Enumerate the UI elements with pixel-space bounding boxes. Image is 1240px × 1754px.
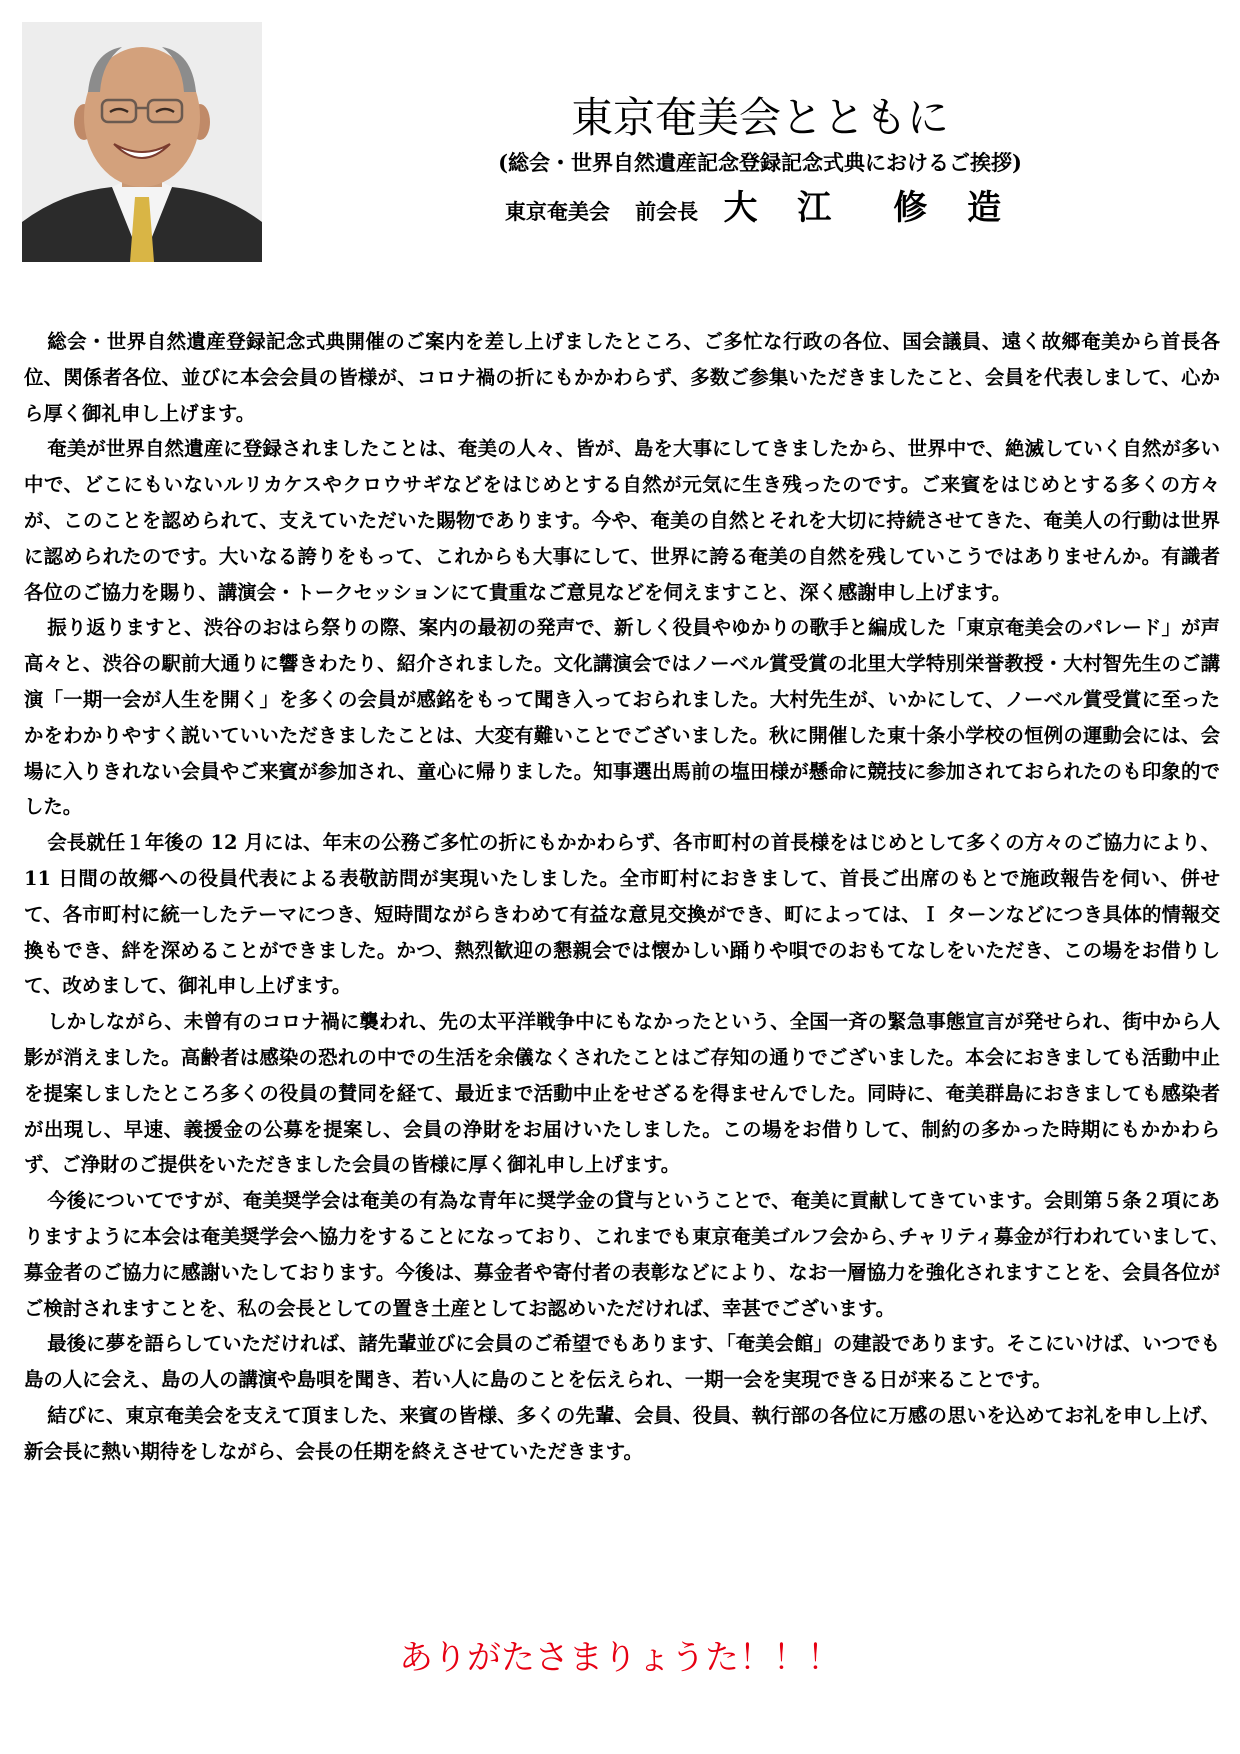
paragraph: 会長就任１年後の 12 月には、年末の公務ご多忙の折にもかかわらず、各市町村の首長様をはじめとして多くの方々のご協力により、11 日間の故郷への役員代表による表敬訪問が実現いたしました。全市町村におきまして、首長ご出席のもとで施政報告を伺い、併せて、各市町村に統一したテーマにつき、短時間ながらきわめて有益な意見交換ができ、町によっては、Ｉ ターンなどにつき具体的情報交換もでき、絆を深めることができました。かつ、熱烈歓迎の懇親会では懐かしい踊りや唄でのおもてなしをいただき、この場をお借りして、改めまして、御礼申し上げます。 [24, 831, 1220, 998]
paragraph: 奄美が世界自然遺産に登録されましたことは、奄美の人々、皆が、島を大事にしてきましたから、世界中で、絶滅していく自然が多い中で、どこにもいないルリカケスやクロウサギなどをはじめとする自然が元気に生き残ったのです。ご来賓をはじめとする多くの方々が、このことを認められて、支えていただいた賜物であります。今や、奄美の自然とそれを大切に持続させてきた、奄美人の行動は世界に認められたのです。大いなる誇りをもって、これからも大事にして、世界に誇る奄美の自然を残していこうではありませんか。有識者各位のご協力を賜り、講演会・トークセッションにて貴重なご意見などを伺えますこと、深く感謝申し上げます。 [24, 437, 1220, 604]
paragraph: 振り返りますと、渋谷のおはら祭りの際、案内の最初の発声で、新しく役員やゆかりの歌手と編成した「東京奄美会のパレード」が声高々と、渋谷の駅前大通りに響きわたり、紹介されました。文化講演会ではノーベル賞受賞の北里大学特別栄誉教授・大村智先生のご講演「一期一会が人生を開く」を多くの会員が感銘をもって聞き入っておられました。大村先生が、いかにして、ノーベル賞受賞に至ったかをわかりやすく説いていいただきましたことは、大変有難いことでございました。秋に開催した東十条小学校の恒例の運動会には、会場に入りきれない会員やご来賓が参加され、童心に帰りました。知事選出馬前の塩田様が懸命に競技に参加されておられたのも印象的でした。 [24, 616, 1220, 819]
paragraph: しかしながら、未曾有のコロナ禍に襲われ、先の太平洋戦争中にもなかったという、全国一斉の緊急事態宣言が発せられ、街中から人影が消えました。高齢者は感染の恐れの中での生活を余儀なくされたことはご存知の通りでございました。本会におきましても活動中止を提案しましたところ多くの役員の賛同を経て、最近まで活動中止をせざるを得ませんでした。同時に、奄美群島におきましても感染者が出現し、早速、義援金の公募を提案し、会員の浄財をお届けいたしました。この場をお借りして、制約の多かった時期にもかかわらず、ご浄財のご提供をいただきました会員の皆様に厚く御礼申し上げます。 [24, 1010, 1220, 1177]
paragraph: 結びに、東京奄美会を支えて頂ました、来賓の皆様、多くの先輩、会員、役員、執行部の各位に万感の思いを込めてお礼を申し上げ、新会長に熱い期待をしながら、会長の任期を終えさせていただきます。 [24, 1403, 1220, 1463]
page-subtitle: (総会・世界自然遺産記念登録記念式典におけるご挨拶) [498, 150, 1022, 175]
speech-body [24, 324, 1220, 1470]
paragraph: 最後に夢を語らしていただければ、諸先輩並びに会員のご希望でもあります、「奄美会館」の建設であります。そこにいけば、いつでも島の人に会え、島の人の講演や島唄を聞き、若い人に島のことを伝えられ、一期一会を実現できる日が来ることです。 [24, 1332, 1220, 1392]
author-organization: 東京奄美会 [504, 199, 610, 224]
closing-message: ありがたさまりょうた！！！ [399, 1638, 841, 1678]
paragraph: 今後についてですが、奄美奨学会は奄美の有為な青年に奨学金の貸与ということで、奄美に貢献してきています。会則第５条２項にありますように本会は奄美奨学会へ協力をすることになっており、これまでも東京奄美ゴルフ会から､チャリティ募金が行われていまして､募金者のご協力に感謝いたしております。今後は、募金者や寄付者の表彰などにより、なお一層協力を強化されますことを、会員各位がご検討されますことを、私の会長としての置き土産としてお認めいただければ、幸甚でございます。 [24, 1189, 1220, 1320]
author-photo [22, 22, 262, 262]
author-name: 大 江 修 造 [723, 188, 1016, 228]
paragraph: 総会・世界自然遺産登録記念式典開催のご案内を差し上げましたところ、ご多忙な行政の各位、国会議員、遠く故郷奄美から首長各位、関係者各位、並びに本会会員の皆様が、コロナ禍の折にもかかわらず、多数ご参集いただきましたこと、会員を代表しまして、心から厚く御礼申し上げます。 [24, 330, 1220, 425]
page-title: 東京奄美会とともに [570, 93, 949, 142]
author-line [300, 188, 1220, 232]
author-role: 前会長 [635, 199, 699, 224]
author-portrait-image [22, 22, 262, 262]
header [300, 92, 1220, 232]
